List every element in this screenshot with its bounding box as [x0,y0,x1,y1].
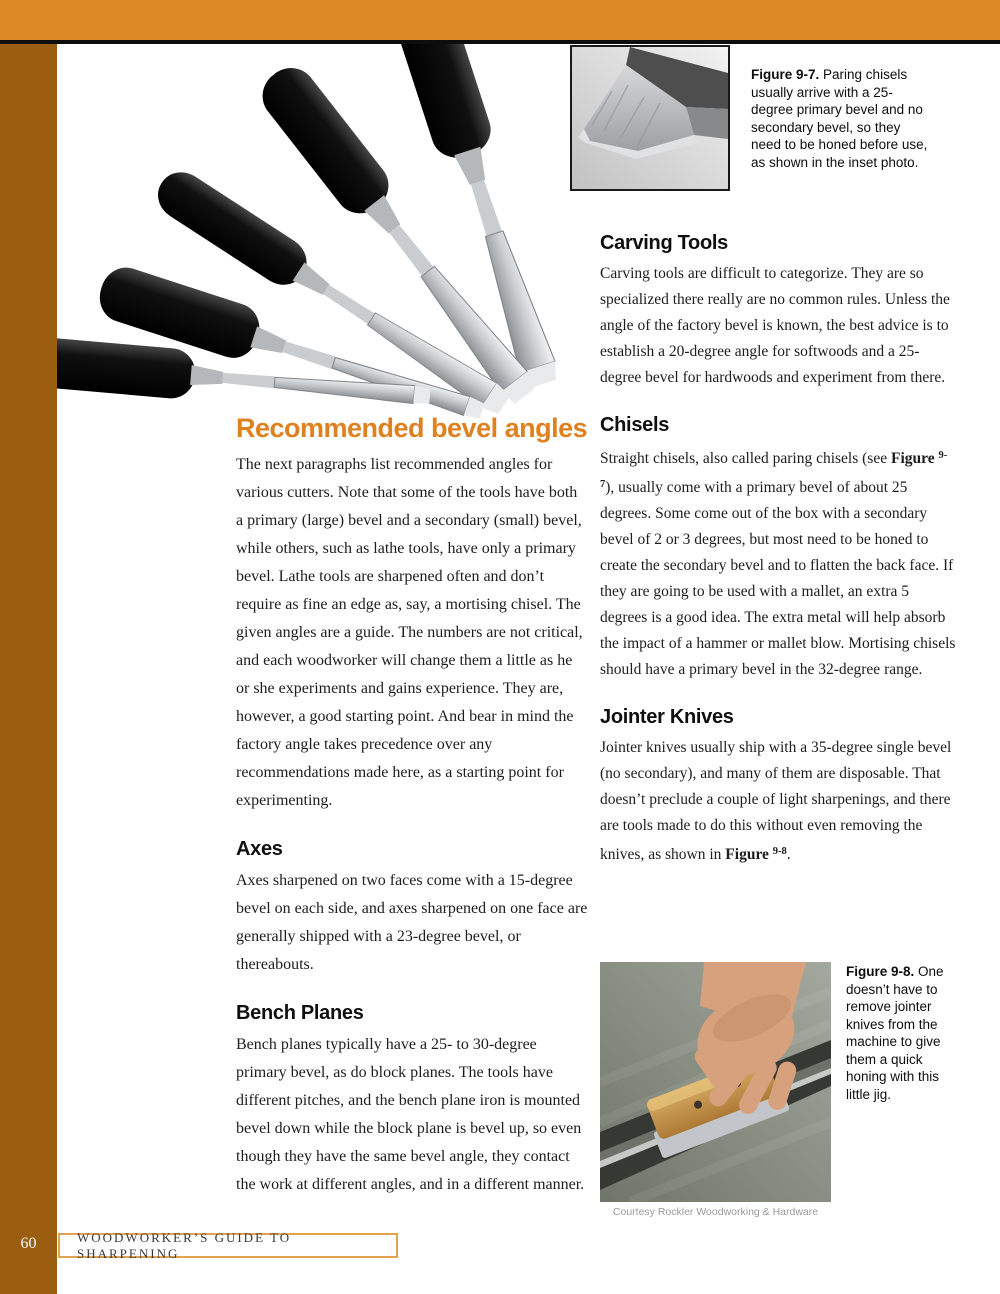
book-title: WOODWORKER’S GUIDE TO SHARPENING [77,1229,292,1261]
carving-tools-paragraph: Carving tools are difficult to categorize. They are so specialized there really are no common rules. Unless the angle of the factory bevel is known, the best advice is to establish a 20-degree angle for softwoods and a 25-degree bevel for hardwoods and experiment from there. [600,265,950,386]
page-title: Recommended bevel angles [236,413,588,443]
section-heading-bench-planes: Bench Planes [236,1002,364,1024]
bench-planes-paragraph: Bench planes typically have a 25- to 30-degree primary bevel, as do block planes. The tools have different pitches, and the bench plane iron is mounted bevel down while the block plane is bevel up, so even though they have the same bevel angle, they contact the work at different angles, and in a different manner. [236,1036,585,1193]
figure-9-7-reference-number: 9-7 [600,450,948,490]
figure-9-8-text: One doesn’t have to remove jointer knives from the machine to give them a quick honing with this little jig. [846,964,944,1102]
figure-9-7-text: Paring chisels usually arrive with a 25-degree primary bevel and no secondary bevel, so they need to be honed before use, as shown in the inset photo. [751,67,928,170]
figure-9-7-caption [751,66,933,171]
section-heading-chisels: Chisels [600,414,670,436]
page-number: 60 [20,1235,37,1252]
figure-9-7-reference: Figure $^{9-7}$ [600,450,948,490]
figure-9-8-caption [846,963,954,1103]
jointer-text-pre: Jointer knives usually ship with a 35-degree single bevel (no secondary), and many of them are disposable. That doesn’t preclude a couple of light sharpenings, and there are tools made to do this without even removing the knives, as shown in [600,739,952,863]
footer-box [58,1229,398,1261]
photo-credit: Courtesy Rockler Woodworking & Hardware [612,1206,819,1218]
figure-9-7-photo [570,45,730,191]
jointer-jig-illustration [600,962,831,1202]
figure-9-8-label: Figure 9-8. [846,964,915,979]
jointer-knives-paragraph [600,735,956,868]
chisels-photo [57,44,567,434]
right-column [600,231,956,868]
chisels-illustration [57,44,567,434]
chisels-text-post: ), usually come with a primary bevel of about 25 degrees. Some come out of the box with a secondary bevel of 2 or 3 degrees, but most need to be honed to create the secondary bevel and to flatten the back face. If they are going to be used with a mallet, an extra 5 degrees is a good idea. The extra metal will help absorb the impact of a hammer or mallet blow. Mortising chisels should have a primary bevel in the 32-degree range. [600,479,956,678]
chisels-paragraph [600,443,956,683]
section-heading-jointer-knives: Jointer Knives [600,706,734,728]
top-accent-bar [0,0,1000,40]
jointer-text-post: . [786,846,791,863]
left-accent-bar [0,44,57,1294]
chisel-bevel-illustration [572,47,728,189]
axes-paragraph: Axes sharpened on two faces come with a 15-degree bevel on each side, and axes sharpened on one face are generally shipped with a 23-degree bevel, or thereabouts. [236,872,588,973]
section-heading-axes: Axes [236,838,283,860]
section-heading-carving-tools: Carving Tools [600,232,728,254]
figure-9-7-label: Figure 9-7. [751,67,820,82]
intro-paragraph: The next paragraphs list recommended angles for various cutters. Note that some of the tools have both a primary (large) bevel and a secondary (small) bevel, while others, such as lathe tools, have only a primary bevel. Lathe tools are sharpened often and don’t require as fine an edge as, say, a mortising chisel. The given angles are a guide. The numbers are not critical, and each woodworker will change them a little as he or she experiments and gains experience. They are, however, a good starting point. And bear in mind the factory angle takes precedence over any recommendations made here, as a starting point for experimenting. [236,456,583,809]
figure-9-8-photo [600,962,831,1202]
figure-9-8-reference-number: 9-8 [772,846,787,857]
chisels-text-pre: Straight chisels, also called paring chisels (see [600,450,891,467]
left-column [236,413,588,1199]
figure-9-8-reference: Figure $^{9-8}$ [725,846,787,863]
